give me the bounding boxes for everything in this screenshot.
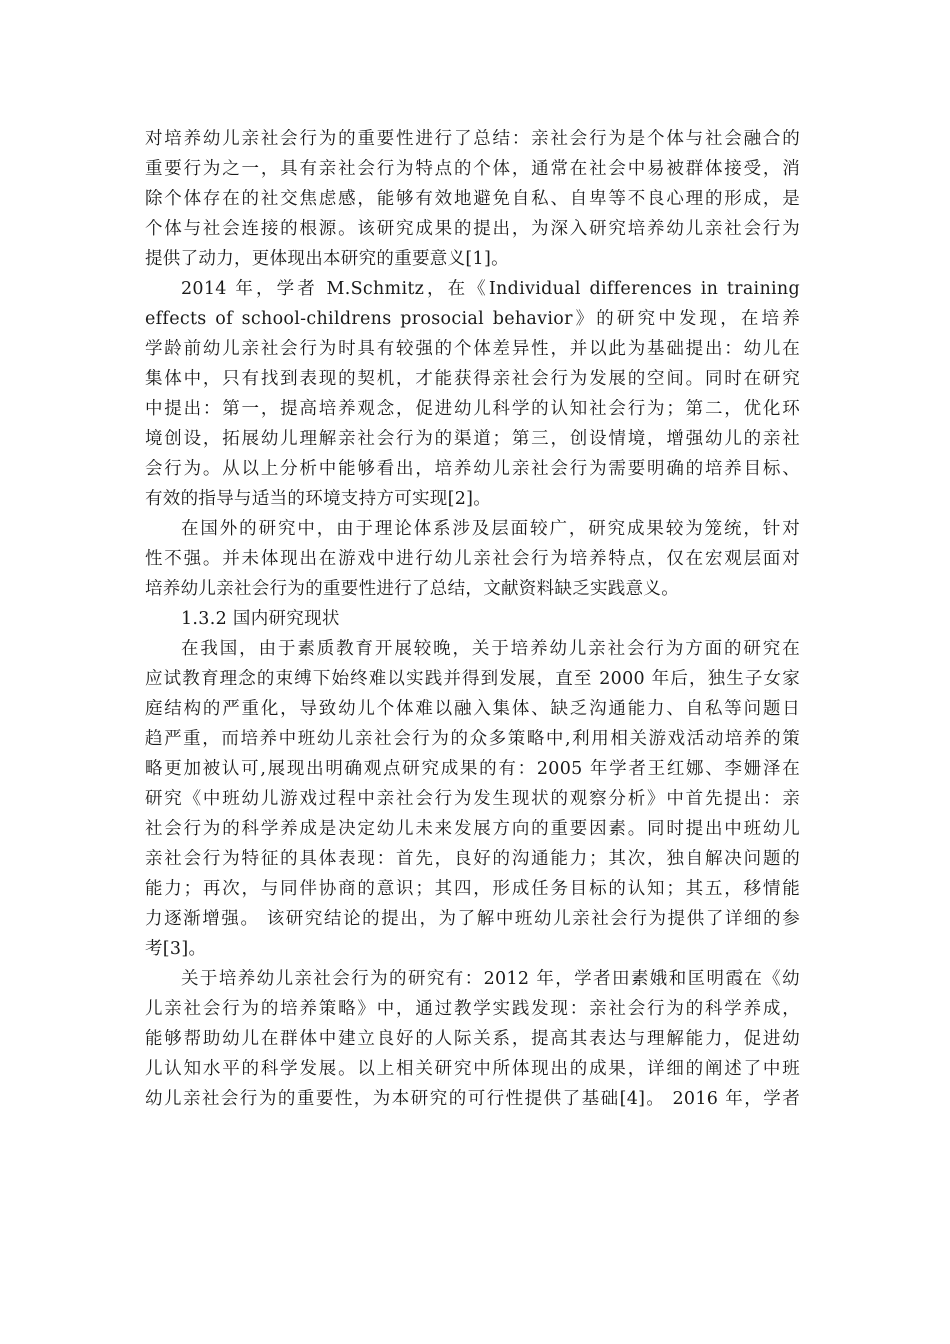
text-line: 除个体存在的社交焦虑感，能够有效地避免自私、自卑等不良心理的形成，是 <box>145 189 800 209</box>
text-line: 境创设，拓展幼儿理解亲社会行为的渠道；第三，创设情境，增强幼儿的亲社 <box>145 429 800 449</box>
text-line: 有效的指导与适当的环境支持方可实现[2]。 <box>145 489 492 509</box>
text-line: 重要行为之一，具有亲社会行为特点的个体，通常在社会中易被群体接受，消 <box>145 159 800 179</box>
text-line: 2014 年，学者 M.Schmitz，在《Individual differences in training <box>181 279 800 299</box>
text-line: 培养幼儿亲社会行为的重要性进行了总结，文献资料缺乏实践意义。 <box>145 579 679 599</box>
text-line: 能够帮助幼儿在群体中建立良好的人际关系，提高其表达与理解能力，促进幼 <box>145 1029 800 1049</box>
paragraph-2 <box>145 274 800 514</box>
text-line: 会行为。从以上分析中能够看出，培养幼儿亲社会行为需要明确的培养目标、 <box>145 459 800 479</box>
text-line: 略更加被认可,展现出明确观点研究成果的有：2005 年学者王红娜、李姗泽在 <box>145 759 800 779</box>
text-line: 性不强。并未体现出在游戏中进行幼儿亲社会行为培养特点，仅在宏观层面对 <box>145 549 800 569</box>
section-heading: 1.3.2 国内研究现状 <box>181 609 340 629</box>
text-line: effects of school-childrens prosocial behavior》的研究中发现，在培养 <box>145 309 800 329</box>
text-line: 亲社会行为特征的具体表现：首先，良好的沟通能力；其次，独自解决问题的 <box>145 849 800 869</box>
text-line: 提供了动力，更体现出本研究的重要意义[1]。 <box>145 249 509 269</box>
paragraph-3 <box>145 514 800 604</box>
text-line: 中提出：第一，提高培养观念，促进幼儿科学的认知社会行为；第二，优化环 <box>145 399 800 419</box>
text-line: 社会行为的科学养成是决定幼儿未来发展方向的重要因素。同时提出中班幼儿 <box>145 819 800 839</box>
paragraph-4 <box>145 634 800 964</box>
text-line: 研究《中班幼儿游戏过程中亲社会行为发生现状的观察分析》中首先提出：亲 <box>145 789 800 809</box>
text-line: 个体与社会连接的根源。该研究成果的提出，为深入研究培养幼儿亲社会行为 <box>145 219 800 239</box>
text-line: 关于培养幼儿亲社会行为的研究有：2012 年，学者田素娥和匡明霞在《幼 <box>181 969 800 989</box>
text-line: 在我国，由于素质教育开展较晚，关于培养幼儿亲社会行为方面的研究在 <box>181 639 800 659</box>
text-line: 儿亲社会行为的培养策略》中，通过教学实践发现：亲社会行为的科学养成， <box>145 999 800 1019</box>
paragraph-5 <box>145 964 800 1114</box>
text-line: 考[3]。 <box>145 939 207 959</box>
text-line: 力逐渐增强。 该研究结论的提出，为了解中班幼儿亲社会行为提供了详细的参 <box>145 909 800 929</box>
text-line: 集体中，只有找到表现的契机，才能获得亲社会行为发展的空间。同时在研究 <box>145 369 800 389</box>
text-line: 庭结构的严重化，导致幼儿个体难以融入集体、缺乏沟通能力、自私等问题日 <box>145 699 800 719</box>
text-line: 应试教育理念的束缚下始终难以实践并得到发展，直至 2000 年后，独生子女家 <box>145 669 800 689</box>
text-line: 对培养幼儿亲社会行为的重要性进行了总结：亲社会行为是个体与社会融合的 <box>145 129 800 149</box>
paragraph-1 <box>145 124 800 274</box>
text-line: 幼儿亲社会行为的重要性，为本研究的可行性提供了基础[4]。 2016 年，学者 <box>145 1089 800 1109</box>
text-line: 能力；再次，与同伴协商的意识；其四，形成任务目标的认知；其五，移情能 <box>145 879 800 899</box>
text-line: 趋严重，而培养中班幼儿亲社会行为的众多策略中,利用相关游戏活动培养的策 <box>145 729 800 749</box>
text-line: 学龄前幼儿亲社会行为时具有较强的个体差异性，并以此为基础提出：幼儿在 <box>145 339 800 359</box>
text-line: 在国外的研究中，由于理论体系涉及层面较广，研究成果较为笼统，针对 <box>181 519 800 539</box>
document-body <box>145 124 800 1114</box>
text-line: 儿认知水平的科学发展。以上相关研究中所体现出的成果，详细的阐述了中班 <box>145 1059 800 1079</box>
